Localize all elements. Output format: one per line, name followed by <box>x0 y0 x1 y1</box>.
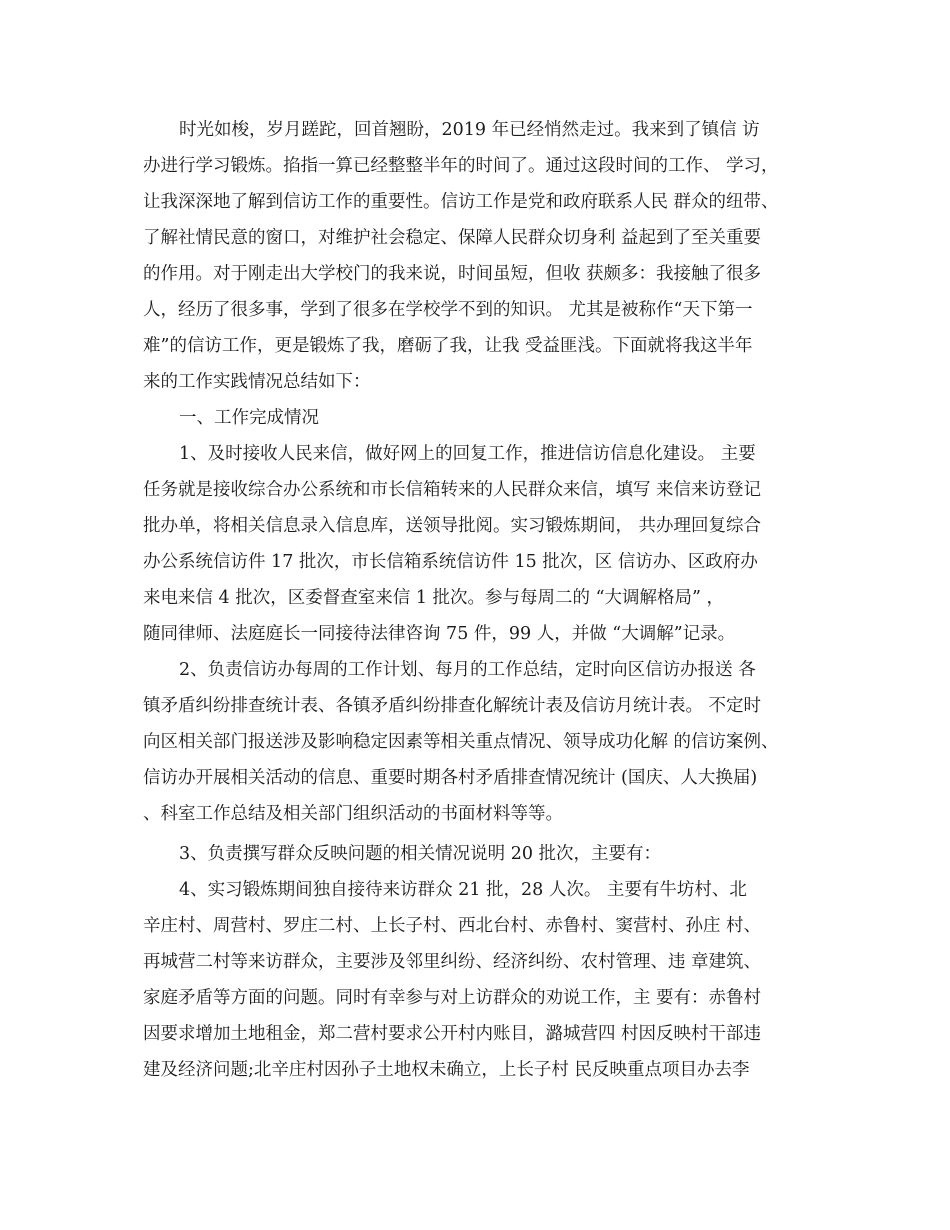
text-line: 任务就是接收综合办公系统和市长信箱转来的人民群众来信，填写 来信来访登记 <box>143 480 762 500</box>
text-line: 来的工作实践情况总结如下： <box>143 372 371 392</box>
text-line: 向区相关部门报送涉及影响稳定因素等相关重点情况、领导成功化解 的信访案例、 <box>143 732 779 752</box>
text-line: 信访办开展相关活动的信息、重要时期各村矛盾排查情况统计 (国庆、人大换届) <box>143 768 758 788</box>
text-line: 辛庄村、周营村、罗庄二村、上长子村、西北台村、赤鲁村、窦营村、孙庄 村、 <box>143 916 762 936</box>
text-line: 难”的信访工作，更是锻炼了我，磨砺了我，让我 受益匪浅。下面就将我这半年 <box>143 336 753 356</box>
text-line: 办进行学习锻炼。掐指一算已经整整半年的时间了。通过这段时间的工作、 学习， <box>143 156 779 176</box>
text-line: 办公系统信访件 17 批次，市长信箱系统信访件 15 批次，区 信访办、区政府办 <box>143 552 758 572</box>
text-line: 1、及时接收人民来信，做好网上的回复工作，推进信访信息化建设。 主要 <box>179 444 756 464</box>
text-line: 来电来信 4 批次，区委督查室来信 1 批次。参与每周二的 “大调解格局” ， <box>143 588 725 608</box>
text-line: 的作用。对于刚走出大学校门的我来说，时间虽短，但收 获颇多：我接触了很多 <box>143 264 762 284</box>
text-line: 了解社情民意的窗口，对维护社会稳定、保障人民群众切身利 益起到了至关重要 <box>143 228 762 248</box>
text-line: 人，经历了很多事，学到了很多在学校学不到的知识。 尤其是被称作“天下第一 <box>143 300 753 320</box>
text-line: 建及经济问题;北辛庄村因孙子土地权未确立，上长子村 民反映重点项目办去李 <box>143 1060 750 1080</box>
text-line: 2、负责信访办每周的工作计划、每月的工作总结，定时向区信访办报送 各 <box>179 660 756 680</box>
text-line: 再城营二村等来访群众，主要涉及邻里纠纷、经济纠纷、农村管理、违 章建筑、 <box>143 952 762 972</box>
text-line: 家庭矛盾等方面的问题。同时有幸参与对上访群众的劝说工作，主 要有：赤鲁村 <box>143 988 762 1008</box>
text-line: 3、负责撰写群众反映问题的相关情况说明 20 批次，主要有： <box>179 844 662 864</box>
text-line: 让我深深地了解到信访工作的重要性。信访工作是党和政府联系人民 群众的纽带、 <box>143 192 779 212</box>
section-heading: 一、工作完成情况 <box>179 408 319 428</box>
text-line: 时光如梭，岁月蹉跎，回首翘盼，2019 年已经悄然走过。我来到了镇信 访 <box>179 120 760 140</box>
text-line: 、科室工作总结及相关部门组织活动的书面材料等等。 <box>143 804 563 824</box>
text-line: 4、实习锻炼期间独自接待来访群众 21 批，28 人次。 主要有牛坊村、北 <box>179 880 747 900</box>
text-line: 随同律师、法庭庭长一同接待法律咨询 75 件，99 人，并做 “大调解”记录。 <box>143 624 736 644</box>
text-line: 批办单，将相关信息录入信息库，送领导批阅。实习锻炼期间， 共办理回复综合 <box>143 516 762 536</box>
text-line: 因要求增加土地租金，郑二营村要求公开村内账目，潞城营四 村因反映村干部违 <box>143 1024 762 1044</box>
text-line: 镇矛盾纠纷排查统计表、各镇矛盾纠纷排查化解统计表及信访月统计表。 不定时 <box>143 696 762 716</box>
